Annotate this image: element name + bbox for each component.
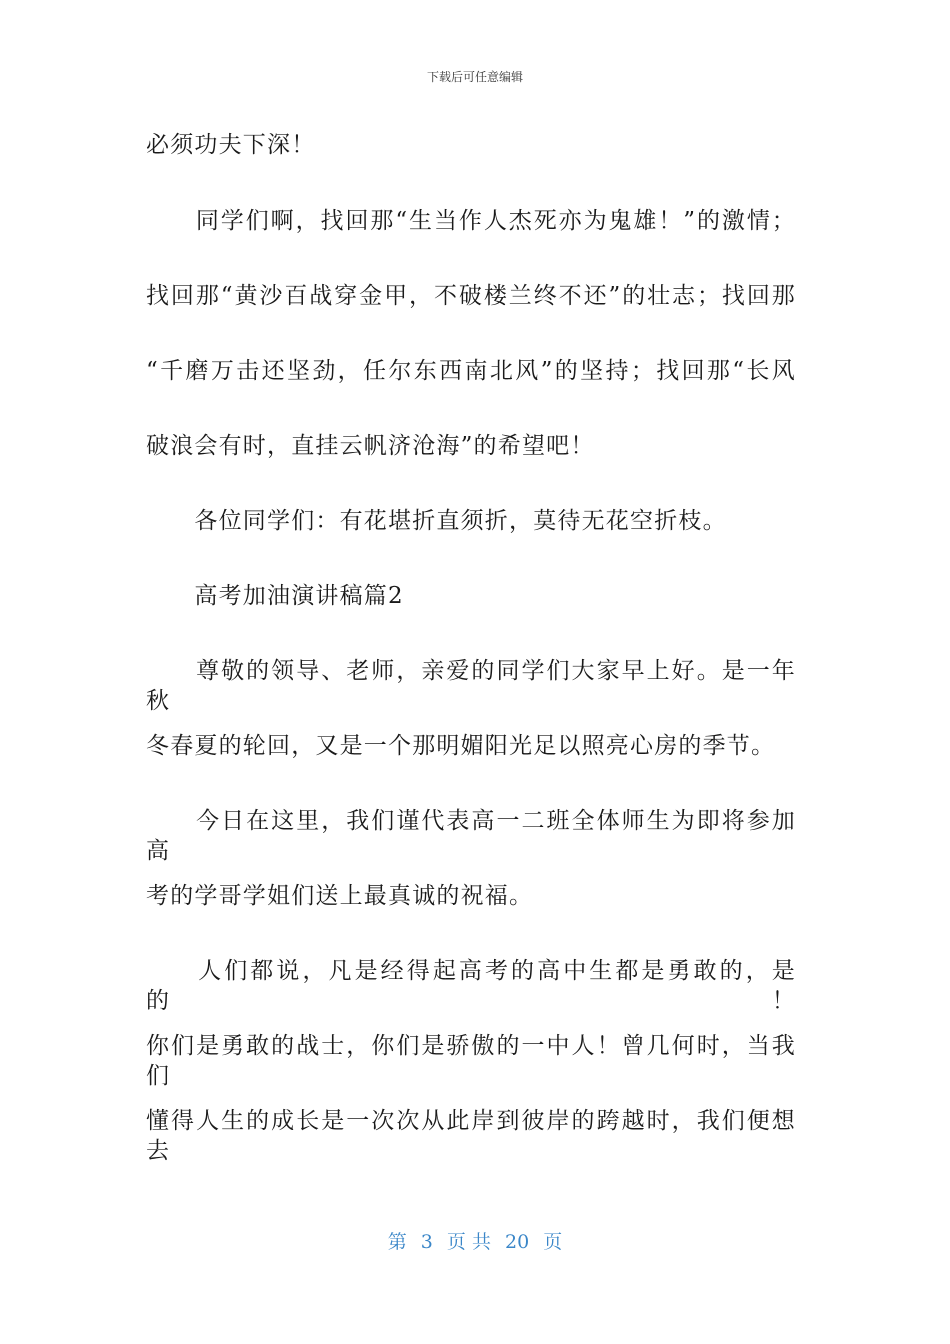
section-heading: 高考加油演讲稿篇2: [146, 583, 404, 609]
text-line: 今日在这里，我们谨代表高一二班全体师生为即将参加高: [146, 808, 796, 864]
text-line: 尊敬的领导、老师，亲爱的同学们大家早上好。是一年秋: [146, 658, 796, 714]
total-page-count: 20: [505, 1231, 530, 1253]
current-page-number: 3: [420, 1231, 433, 1253]
text-line: 人们都说，凡是经得起高考的高中生都是勇敢的，是的！: [146, 958, 796, 1014]
text-line: 同学们啊，找回那“生当作人杰死亦为鬼雄！”的激情；: [146, 208, 796, 234]
text-line: 找回那“黄沙百战穿金甲，不破楼兰终不还”的壮志；找回那: [146, 283, 796, 309]
text-line: 必须功夫下深！: [146, 132, 316, 158]
page-footer: [0, 1227, 950, 1254]
text-line: 懂得人生的成长是一次次从此岸到彼岸的跨越时，我们便想去: [146, 1108, 796, 1164]
text-line: 考的学哥学姐们送上最真诚的祝福。: [146, 883, 534, 909]
text-line: 冬春夏的轮回，又是一个那明媚阳光足以照亮心房的季节。: [146, 733, 776, 759]
text-line: 各位同学们：有花堪折直须折，莫待无花空折枝。: [146, 508, 727, 534]
page-header: 下载后可任意编辑: [426, 70, 523, 84]
text-line: 破浪会有时，直挂云帆济沧海”的希望吧！: [146, 433, 595, 459]
footer-suffix: 页: [543, 1231, 563, 1253]
footer-prefix: 第: [387, 1231, 407, 1253]
footer-middle: 页 共: [446, 1231, 491, 1253]
text-line: 你们是勇敢的战士，你们是骄傲的一中人！曾几何时，当我们: [146, 1033, 796, 1089]
text-line: “千磨万击还坚劲，任尔东西南北风”的坚持；找回那“长风: [146, 358, 796, 384]
